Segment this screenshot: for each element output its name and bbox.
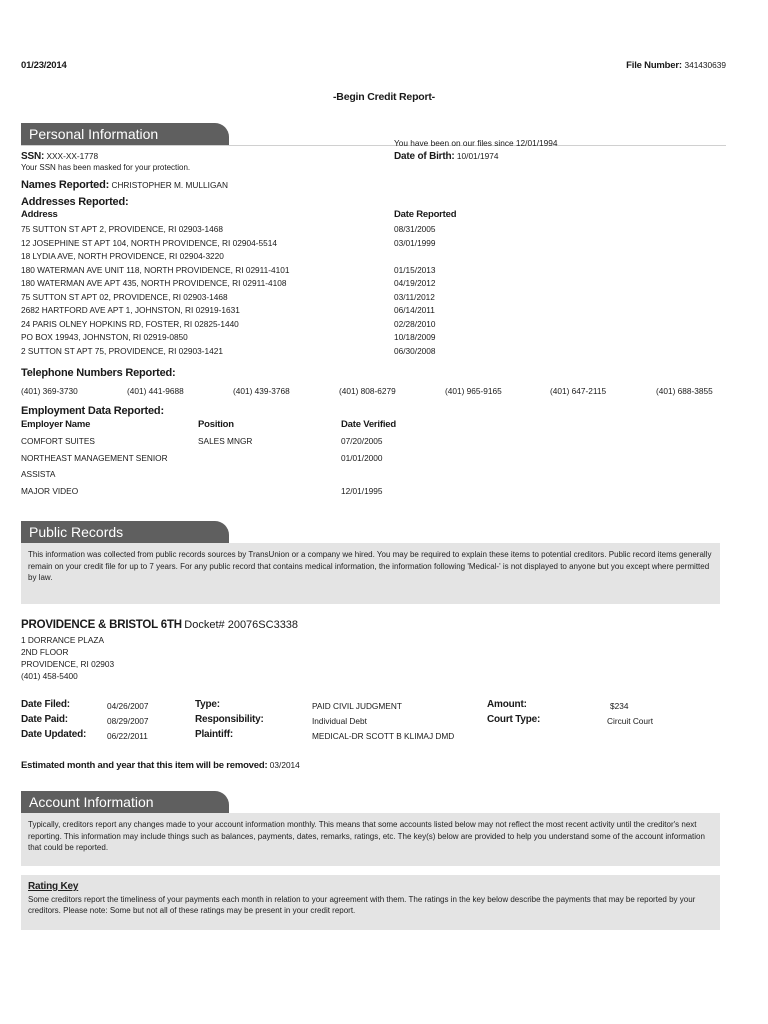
removal-estimate: [21, 760, 300, 771]
address-row: PO BOX 19943, JOHNSTON, RI 02919-0850: [21, 332, 188, 342]
employer-name: COMFORT SUITES: [21, 436, 95, 446]
address-date: 04/19/2012: [394, 278, 436, 288]
ssn-mask-note: Your SSN has been masked for your protection.: [21, 163, 191, 172]
address-row: 2682 HARTFORD AVE APT 1, JOHNSTON, RI 02919-1631: [21, 305, 240, 315]
employer-date: 12/01/1995: [341, 486, 383, 496]
court-address-line: 2ND FLOOR: [21, 647, 69, 657]
court-address-line: 1 DORRANCE PLAZA: [21, 635, 104, 645]
telephone-heading: Telephone Numbers Reported:: [21, 367, 176, 379]
address-date: 08/31/2005: [394, 224, 436, 234]
dob-value: 10/01/1974: [456, 151, 499, 161]
names-reported: [21, 179, 228, 191]
file-number: [626, 60, 726, 71]
employer-name: MAJOR VIDEO: [21, 486, 79, 496]
ssn-label: SSN:: [21, 151, 45, 162]
address-row: 24 PARIS OLNEY HOPKINS RD, FOSTER, RI 02825-1440: [21, 319, 239, 329]
court-heading: [21, 619, 298, 631]
address-date: 06/30/2008: [394, 346, 436, 356]
employment-heading: Employment Data Reported:: [21, 405, 164, 417]
court-type-label: Court Type:: [487, 714, 541, 725]
plaintiff-label: Plaintiff:: [195, 729, 233, 740]
public-records-info: This information was collected from public records sources by TransUnion or a company we hired. You may be required to explain these items to potential creditors. Public record items generally remain on your credit file for up to 7 years. For any public record that contains medical information, the information following 'Medical-' is not displayed to anyone but you except where permitted by law.: [21, 543, 720, 604]
names-value: CHRISTOPHER M. MULLIGAN: [111, 180, 228, 190]
address-date: 02/28/2010: [394, 319, 436, 329]
docket-number: Docket# 20076SC3338: [184, 619, 299, 631]
file-number-label: File Number:: [626, 60, 682, 71]
plaintiff-value: MEDICAL-DR SCOTT B KLIMAJ DMD: [312, 731, 455, 741]
account-info: Typically, creditors report any changes made to your account information monthly. This means that some accounts listed below may not reflect the most recent activity until the creditor's next reporting. This information may include things such as balances, payments, dates, remarks, ratings, etc. The key(s) below are provided to help you understand some of the account information that could be reported.: [21, 813, 720, 866]
section-header-account: Account Information: [21, 791, 229, 813]
address-row: 18 LYDIA AVE, NORTH PROVIDENCE, RI 02904-3220: [21, 251, 224, 261]
phone-number: (401) 369-3730: [21, 386, 78, 396]
court-name: PROVIDENCE & BRISTOL 6TH: [21, 619, 182, 631]
date-paid-value: 08/29/2007: [107, 716, 149, 726]
ssn: [21, 151, 98, 162]
address-date: 06/14/2011: [394, 305, 435, 315]
date-of-birth: [394, 151, 498, 162]
court-address-line: PROVIDENCE, RI 02903: [21, 659, 115, 669]
responsibility-label: Responsibility:: [195, 714, 264, 725]
employer-position: SALES MNGR: [198, 436, 253, 446]
employer-date: 01/01/2000: [341, 453, 383, 463]
date-reported-column-header: Date Reported: [394, 209, 457, 220]
date-updated-value: 06/22/2011: [107, 731, 148, 741]
ssn-value: XXX-XX-1778: [46, 151, 99, 161]
employer-name: ASSISTA: [21, 469, 56, 479]
report-title: -Begin Credit Report-: [333, 91, 435, 103]
phone-number: (401) 965-9165: [445, 386, 502, 396]
address-date: 03/11/2012: [394, 292, 435, 302]
amount-value: $234: [610, 701, 629, 711]
address-date: 01/15/2013: [394, 265, 436, 275]
address-column-header: Address: [21, 209, 58, 220]
address-row: 2 SUTTON ST APT 75, PROVIDENCE, RI 02903-1421: [21, 346, 223, 356]
phone-number: (401) 688-3855: [656, 386, 713, 396]
employer-column-header: Employer Name: [21, 419, 91, 430]
date-verified-column-header: Date Verified: [341, 419, 396, 430]
date-filed-label: Date Filed:: [21, 699, 70, 710]
on-file-since: You have been on our files since 12/01/1994: [394, 138, 558, 148]
names-label: Names Reported:: [21, 179, 110, 191]
position-column-header: Position: [198, 419, 234, 430]
type-label: Type:: [195, 699, 220, 710]
address-row: 75 SUTTON ST APT 2, PROVIDENCE, RI 02903-1468: [21, 224, 223, 234]
address-row: 12 JOSEPHINE ST APT 104, NORTH PROVIDENCE, RI 02904-5514: [21, 238, 277, 248]
responsibility-value: Individual Debt: [312, 716, 367, 726]
employer-name: NORTHEAST MANAGEMENT SENIOR: [21, 453, 168, 463]
rating-key-text: Some creditors report the timeliness of your payments each month in relation to your agreement with them. The ratings in the key below describe the payments that may be reported by your creditors. Please note: Some but not all of these ratings may be present in your credit report.: [28, 894, 696, 915]
phone-number: (401) 647-2115: [550, 386, 607, 396]
removal-value: 03/2014: [269, 760, 300, 770]
address-row: 75 SUTTON ST APT 02, PROVIDENCE, RI 02903-1468: [21, 292, 228, 302]
date-filed-value: 04/26/2007: [107, 701, 149, 711]
address-row: 180 WATERMAN AVE APT 435, NORTH PROVIDENCE, RI 02911-4108: [21, 278, 287, 288]
address-date: 10/18/2009: [394, 332, 436, 342]
section-divider: [21, 145, 726, 146]
dob-label: Date of Birth:: [394, 151, 455, 162]
employer-date: 07/20/2005: [341, 436, 383, 446]
addresses-heading: Addresses Reported:: [21, 196, 129, 208]
phone-number: (401) 441-9688: [127, 386, 184, 396]
phone-number: (401) 808-6279: [339, 386, 396, 396]
section-header-personal: Personal Information: [21, 123, 229, 145]
file-number-value: 341430639: [684, 60, 726, 70]
court-phone: (401) 458-5400: [21, 671, 78, 681]
court-type-value: Circuit Court: [607, 716, 654, 726]
phone-number: (401) 439-3768: [233, 386, 290, 396]
address-date: 03/01/1999: [394, 238, 436, 248]
type-value: PAID CIVIL JUDGMENT: [312, 701, 402, 711]
removal-label: Estimated month and year that this item will be removed:: [21, 760, 268, 771]
date-updated-label: Date Updated:: [21, 729, 87, 740]
rating-key-title: Rating Key: [28, 881, 79, 892]
date-paid-label: Date Paid:: [21, 714, 68, 725]
section-header-public-records: Public Records: [21, 521, 229, 543]
rating-key-box: [21, 875, 720, 930]
address-row: 180 WATERMAN AVE UNIT 118, NORTH PROVIDENCE, RI 02911-4101: [21, 265, 290, 275]
amount-label: Amount:: [487, 699, 527, 710]
report-date: 01/23/2014: [21, 60, 67, 71]
